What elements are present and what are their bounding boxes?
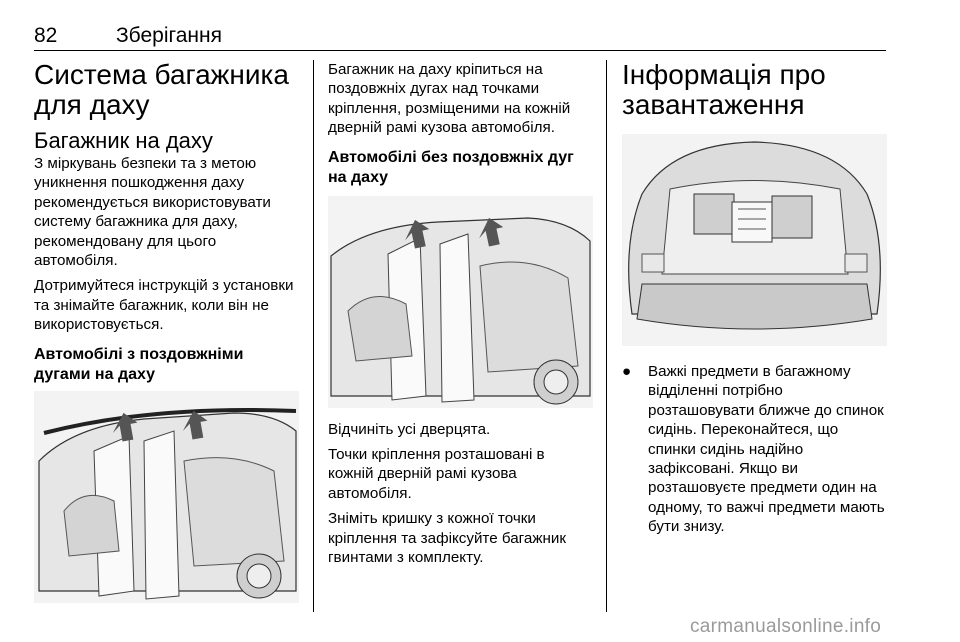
roof-rails-car-illustration bbox=[34, 391, 299, 603]
section-title: Система багажника для даху bbox=[34, 59, 289, 120]
list-item bbox=[622, 362, 887, 537]
subheading: Автомобілі з поздовжніми дугами на даху bbox=[34, 345, 244, 383]
paragraph: Багажник на даху кріпиться на поздовжніх дугах над точками кріплення, розміщеними на кожній дверній рамі кузова автомобіля. bbox=[328, 61, 571, 137]
page-header bbox=[34, 16, 886, 51]
page-number: 82 bbox=[34, 24, 58, 47]
watermark: carmanualsonline.info bbox=[690, 616, 882, 637]
paragraph: З міркувань безпеки та з метою уникнення пошкодження даху рекомендується використовувати систему багажника для даху, рекомендовану для цього автомобіля. bbox=[34, 155, 271, 270]
bullet-icon: ● bbox=[622, 363, 632, 380]
paragraph: Відчиніть усі дверцята. bbox=[328, 420, 491, 438]
running-title: Зберігання bbox=[116, 24, 222, 47]
section-title: Інформація про завантаження bbox=[622, 59, 826, 120]
column-3 bbox=[622, 60, 887, 537]
bullet-text: Важкі предмети в багажному відділенні потрібно розташовувати ближче до спинок сидінь. Переконайтеся, що спинки сидінь надійно зафіксовані. Якщо ви розташовуєте предмети один на одному, то важчі предмети мають бути знизу. bbox=[648, 363, 885, 536]
column-1 bbox=[34, 60, 299, 603]
paragraph: Дотримуйтеся інструкцій з установки та знімайте багажник, коли він не використовується. bbox=[34, 277, 294, 334]
subheading: Автомобілі без поздовжніх дуг на даху bbox=[328, 148, 574, 186]
subsection-title: Багажник на даху bbox=[34, 128, 213, 153]
paragraph: Точки кріплення розташовані в кожній дверній рамі кузова автомобіля. bbox=[328, 446, 545, 502]
column-2 bbox=[328, 60, 593, 573]
cargo-loading-illustration bbox=[622, 134, 887, 346]
column-divider bbox=[313, 60, 314, 612]
no-roof-rails-car-illustration bbox=[328, 196, 593, 408]
column-divider bbox=[606, 60, 607, 612]
paragraph: Зніміть кришку з кожної точки кріплення та зафіксуйте багажник гвинтами з комплекту. bbox=[328, 510, 567, 567]
